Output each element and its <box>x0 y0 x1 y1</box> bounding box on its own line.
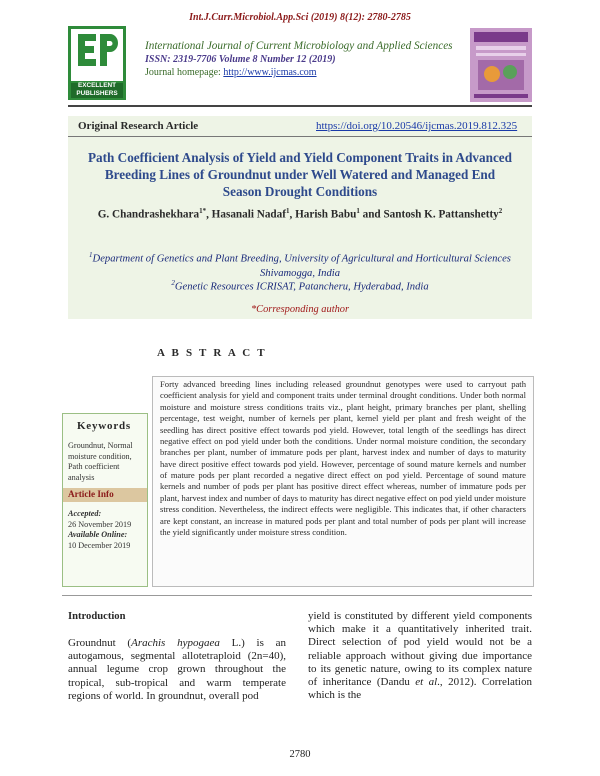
introduction-heading: Introduction <box>68 611 126 622</box>
journal-homepage <box>145 67 453 78</box>
author-separator: , <box>289 208 296 221</box>
author-separator: , <box>206 208 212 221</box>
body-column-left <box>68 637 286 703</box>
journal-reference: Int.J.Curr.Microbiol.App.Sci (2019) 8(12): 2780-2785 <box>189 12 411 23</box>
body-column-right <box>308 610 532 702</box>
abstract-heading: A B S T R A C T <box>157 347 267 359</box>
article-info-heading: Article Info <box>68 489 114 499</box>
author-superscript: 1* <box>199 207 207 215</box>
author-name: Harish Babu <box>295 208 357 221</box>
affiliation-superscript: 1 <box>89 251 93 259</box>
title-divider <box>68 136 532 137</box>
homepage-label: Journal homepage: <box>145 67 224 78</box>
article-dates <box>68 509 131 551</box>
publisher-logo <box>68 26 126 100</box>
online-label: Available Online: <box>68 530 128 539</box>
corresponding-author-note: *Corresponding author <box>250 304 350 315</box>
author-superscript: 1 <box>285 207 290 215</box>
abstract-divider <box>62 595 532 596</box>
homepage-link[interactable]: http://www.ijcmas.com <box>223 67 317 78</box>
author-name: Hasanali Nadaf <box>211 208 286 221</box>
journal-cover-thumbnail <box>470 28 532 102</box>
logo-caption-excellent: EXCELLENT <box>78 82 116 89</box>
affiliation-text: Department of Genetics and Plant Breeding, University of Agricultural and Horticultural Sciences Shivamogga, India <box>92 253 511 279</box>
affiliation-text: Genetic Resources ICRISAT, Patancheru, Hyderabad, India <box>174 281 429 293</box>
body-text: ., 2012). Correlation which is the <box>308 676 532 702</box>
author-superscript: 2 <box>498 207 503 215</box>
affiliation-2 <box>74 276 526 295</box>
accepted-date: 26 November 2019 <box>68 519 132 529</box>
online-date: 10 December 2019 <box>68 540 131 550</box>
citation-etal: et al <box>415 676 438 689</box>
species-name: Arachis hypogaea <box>131 637 220 649</box>
keywords-heading: Keywords <box>76 420 132 432</box>
journal-name: International Journal of Current Microbiology and Applied Sciences <box>145 40 453 52</box>
author-superscript: 1 <box>356 207 360 215</box>
article-type: Original Research Article <box>78 120 199 132</box>
intro-text: Groundnut ( <box>68 637 132 649</box>
keywords-list: Groundnut, Normal moisture condition, Path coefficient analysis <box>68 441 133 482</box>
article-title: Path Coefficient Analysis of Yield and Yield Component Traits in Advanced Breeding Lines of Groundnut under Well Watered and Managed End Season Drought Conditions <box>88 150 512 199</box>
doi-link[interactable]: https://doi.org/10.20546/ijcmas.2019.812.325 <box>316 120 518 132</box>
author-name: G. Chandrashekhara <box>97 208 200 221</box>
author-separator: and <box>359 208 384 221</box>
abstract-text: Forty advanced breeding lines including released groundnut genotypes were used to carryout path coefficient analysis for yield and component traits under terminal drought conditions. Under both normal moisture and moisture stress conditions traits viz., plant height, primary branches per plant, shelling percentage, test weight, number of kernels per plant, kernel yield per plant and fresh weight of the seedling has direct positive effect towards pod yield. However, total length of the seedlings has direct negative effect on pod yield under both the conditions. Under normal moisture condition, the secondary branches per plant, number of immature pods per plant, harvest index and number of days to maturity have direct positive effect towards pod yield. However, percentage of sound mature kernels and number of mature pods per plant recorded a negative direct effect on pod yield. Percentage of sound mature kernels and number of pods per plant has positive direct effect whereas, number of immature pods per plant, harvest index and number of days to maturity has direct negative effect on pod yield under moisture stress condition. Nevertheless, the indirect effects were negligible. This indicates that, if other characters are kept constant, an increase in matured pods per plant and total number of pods per plant will increase the yield significantly under moisture stress condition. <box>160 379 526 537</box>
intro-text: L.) is an autogamous, segmental allotetraploid (2n=40), annual legume crop grown throughout the tropical, sub-tropical and warm temperate regions of world. In groundnut, overall pod <box>68 637 286 702</box>
accepted-label: Accepted: <box>68 509 102 518</box>
author-name: Santosh K. Pattanshetty <box>383 208 499 221</box>
issn-line: ISSN: 2319-7706 Volume 8 Number 12 (2019) <box>145 54 336 65</box>
author-list <box>70 207 530 221</box>
logo-caption-publishers: PUBLISHERS <box>76 89 118 97</box>
journal-header <box>145 40 453 78</box>
body-text: yield is constituted by different yield components which make it a quantitatively inherited trait. Direct selection of pod yield would not be a reliable approach without giving due importance to its genetic nature, owing to its complex nature of inheritance (Dandu <box>308 610 532 689</box>
header-divider <box>68 105 532 107</box>
affiliation-superscript: 2 <box>171 279 175 287</box>
page-number: 2780 <box>289 749 311 760</box>
